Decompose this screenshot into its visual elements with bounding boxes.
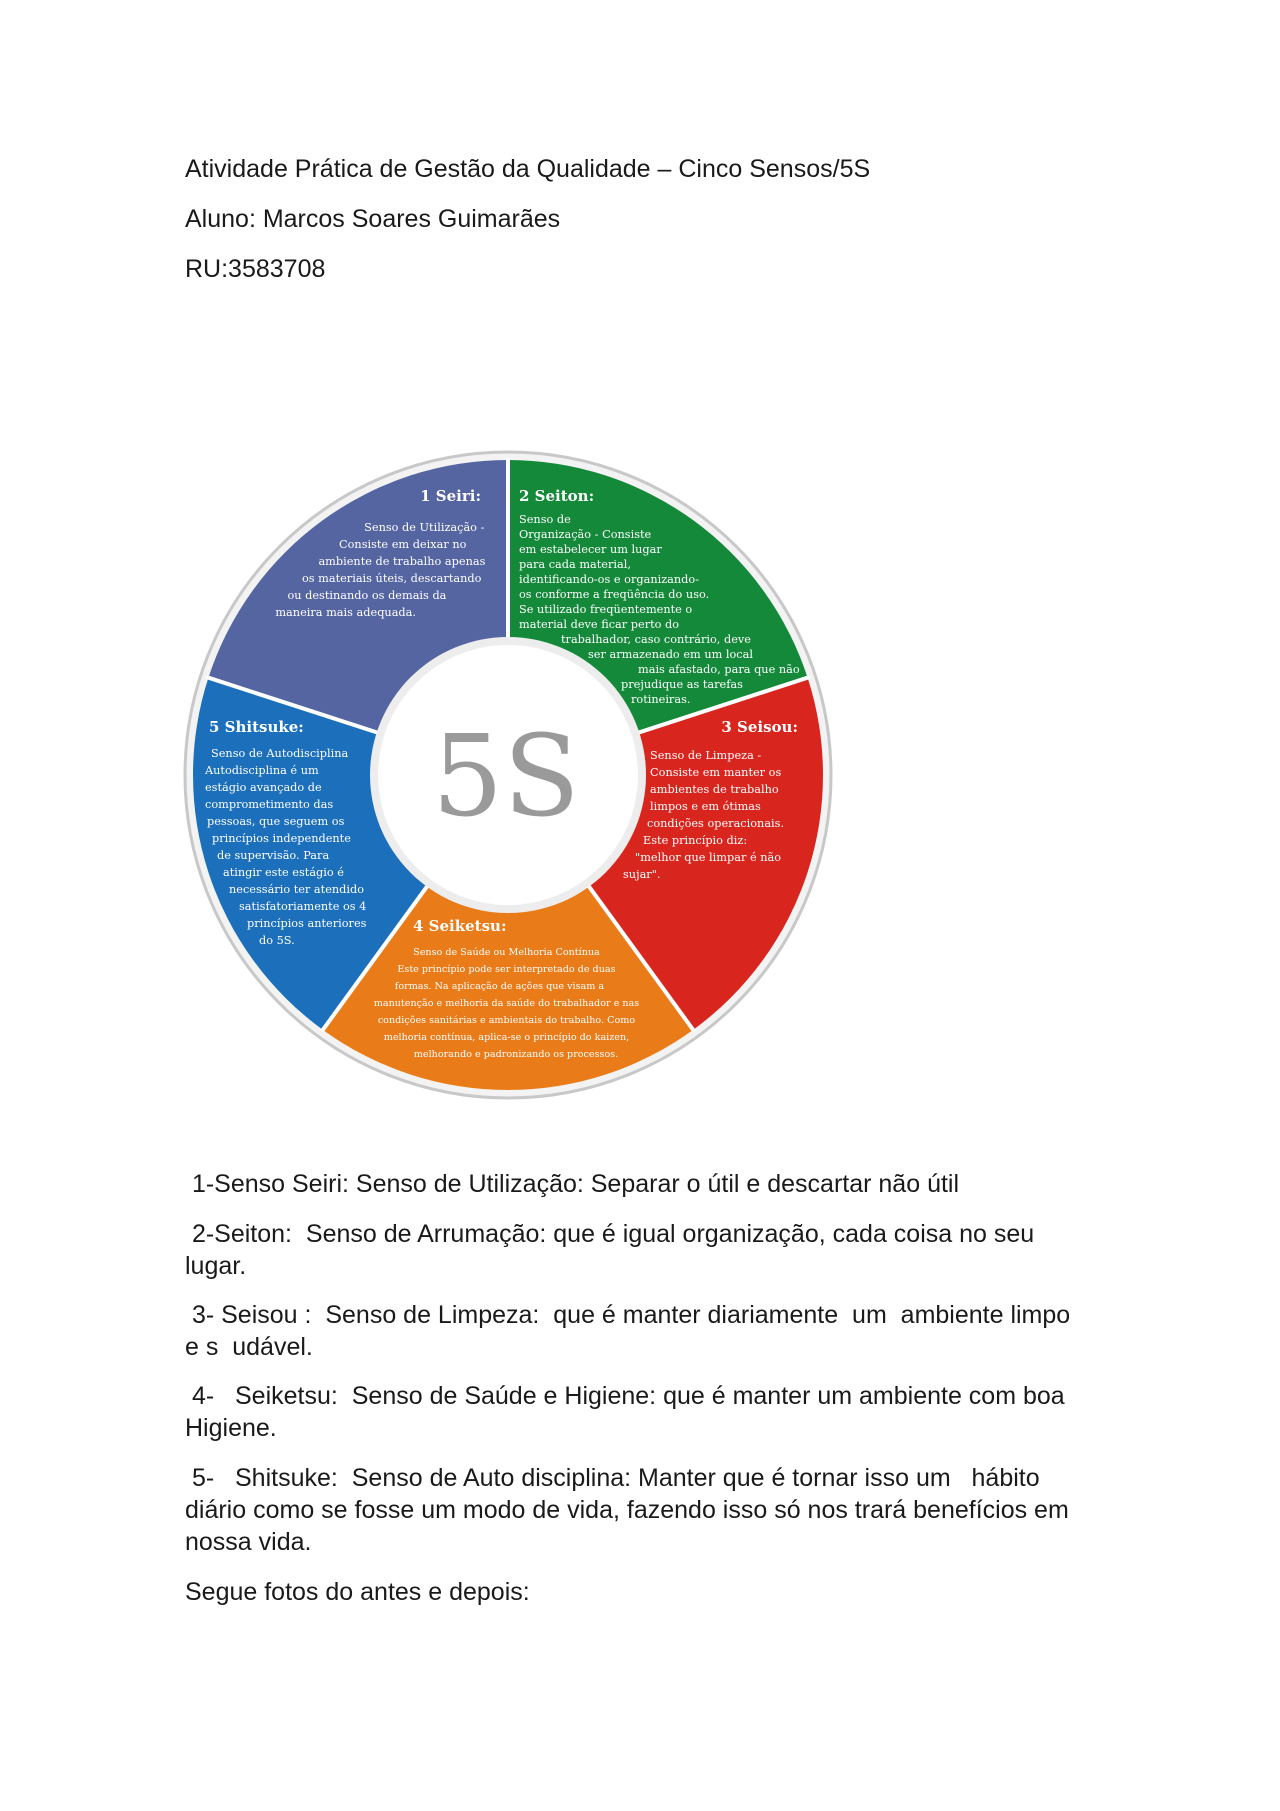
- seiton-line: ser armazenado em um local: [588, 648, 753, 661]
- senso-line: 5- Shitsuke: Senso de Auto disciplina: Manter que é tornar isso um hábito: [185, 1464, 1040, 1492]
- seiri-line: os materiais úteis, descartando: [301, 572, 482, 585]
- seisou-title: 3 Seisou:: [721, 718, 798, 736]
- senso-item-3: [185, 1299, 1105, 1363]
- seisou-line: "melhor que limpar é não: [635, 851, 782, 864]
- shitsuke-line: princípios anteriores: [247, 917, 367, 930]
- shitsuke-line: do 5S.: [259, 934, 295, 947]
- senso-item-1: [185, 1168, 1105, 1200]
- senso-item-2: [185, 1218, 1105, 1282]
- seiketsu-line: formas. Na aplicação de ações que visam a: [394, 981, 605, 992]
- seisou-line: sujar".: [623, 868, 661, 881]
- seiton-line: rotineiras.: [631, 693, 691, 706]
- seiketsu-line: manutenção e melhoria da saúde do trabalhador e nas: [373, 998, 640, 1009]
- shitsuke-title: 5 Shitsuke:: [209, 718, 304, 736]
- senso-line: 2-Seiton: Senso de Arrumação: que é igual organização, cada coisa no seu: [185, 1220, 1035, 1248]
- seiri-line: ou destinando os demais da: [287, 589, 447, 602]
- senso-item-4: [185, 1380, 1105, 1444]
- seisou-line: ambientes de trabalho: [650, 783, 779, 796]
- senso-line: 3- Seisou : Senso de Limpeza: que é manter diariamente um ambiente limpo: [185, 1301, 1071, 1329]
- seiketsu-line: Senso de Saúde ou Melhoria Contínua: [413, 947, 600, 958]
- seisou-line: Este princípio diz:: [643, 834, 748, 847]
- seiton-line: trabalhador, caso contrário, deve: [561, 633, 751, 646]
- five-s-diagram: [183, 450, 833, 1100]
- seiri-line: Consiste em deixar no: [338, 538, 467, 551]
- student-name: Aluno: Marcos Soares Guimarães: [185, 205, 561, 233]
- seiketsu-line: melhorando e padronizando os processos.: [413, 1049, 619, 1060]
- seiton-line: identificando-os e organizando-: [519, 573, 700, 586]
- seisou-line: Consiste em manter os: [650, 766, 782, 779]
- seiton-line: mais afastado, para que não: [638, 663, 800, 676]
- seiri-line: ambiente de trabalho apenas: [318, 555, 486, 568]
- seiri-line: maneira mais adequada.: [275, 606, 416, 619]
- seiton-line: para cada material,: [519, 558, 631, 571]
- footer-text: Segue fotos do antes e depois:: [185, 1578, 530, 1606]
- document-title: Atividade Prática de Gestão da Qualidade – Cinco Sensos/5S: [185, 155, 871, 183]
- shitsuke-line: Autodisciplina é um: [205, 764, 319, 777]
- seiton-line: prejudique as tarefas: [621, 678, 743, 691]
- shitsuke-line: pessoas, que seguem os: [207, 815, 345, 828]
- senso-line: 4- Seiketsu: Senso de Saúde e Higiene: que é manter um ambiente com boa: [185, 1382, 1065, 1410]
- seiton-line: material deve ficar perto do: [519, 618, 680, 631]
- seiton-line: Organização - Consiste: [519, 528, 652, 541]
- seisou-line: Senso de Limpeza -: [650, 749, 762, 762]
- shitsuke-line: atingir este estágio é: [223, 866, 344, 879]
- seiton-line: em estabelecer um lugar: [519, 543, 662, 556]
- seiton-title: 2 Seiton:: [519, 487, 595, 505]
- shitsuke-line: princípios independente: [212, 832, 351, 845]
- shitsuke-line: comprometimento das: [205, 798, 334, 811]
- seisou-line: limpos e em ótimas: [650, 800, 761, 813]
- shitsuke-line: necessário ter atendido: [229, 883, 365, 896]
- senso-line: nossa vida.: [185, 1528, 312, 1556]
- seiton-line: Senso de: [519, 513, 571, 526]
- shitsuke-line: estágio avançado de: [205, 781, 322, 794]
- shitsuke-line: de supervisão. Para: [217, 849, 330, 862]
- shitsuke-line: Senso de Autodisciplina: [211, 747, 349, 760]
- seiton-line: os conforme a freqüência do uso.: [519, 588, 710, 601]
- seiketsu-line: Este princípio pode ser interpretado de duas: [397, 964, 616, 975]
- seiri-title: 1 Seiri:: [420, 487, 481, 505]
- seiketsu-line: melhoria contínua, aplica-se o princípio do kaizen,: [383, 1032, 630, 1043]
- senso-line: diário como se fosse um modo de vida, fazendo isso só nos trará benefícios em: [185, 1496, 1069, 1524]
- shitsuke-line: satisfatoriamente os 4: [239, 900, 367, 913]
- seiketsu-title: 4 Seiketsu:: [413, 917, 507, 935]
- senso-item-5: [185, 1462, 1105, 1558]
- seiton-line: Se utilizado freqüentemente o: [519, 603, 693, 616]
- senso-line: e s udável.: [185, 1333, 313, 1361]
- seiri-line: Senso de Utilização -: [364, 521, 485, 534]
- seisou-line: condições operacionais.: [647, 817, 785, 830]
- senso-line: 1-Senso Seiri: Senso de Utilização: Separar o útil e descartar não útil: [185, 1170, 960, 1198]
- student-ru: RU:3583708: [185, 255, 326, 283]
- senso-line: Higiene.: [185, 1414, 277, 1442]
- seiketsu-line: condições sanitárias e ambientais do trabalho. Como: [377, 1015, 636, 1026]
- center-label: 5S: [432, 712, 580, 842]
- senso-line: lugar.: [185, 1252, 247, 1280]
